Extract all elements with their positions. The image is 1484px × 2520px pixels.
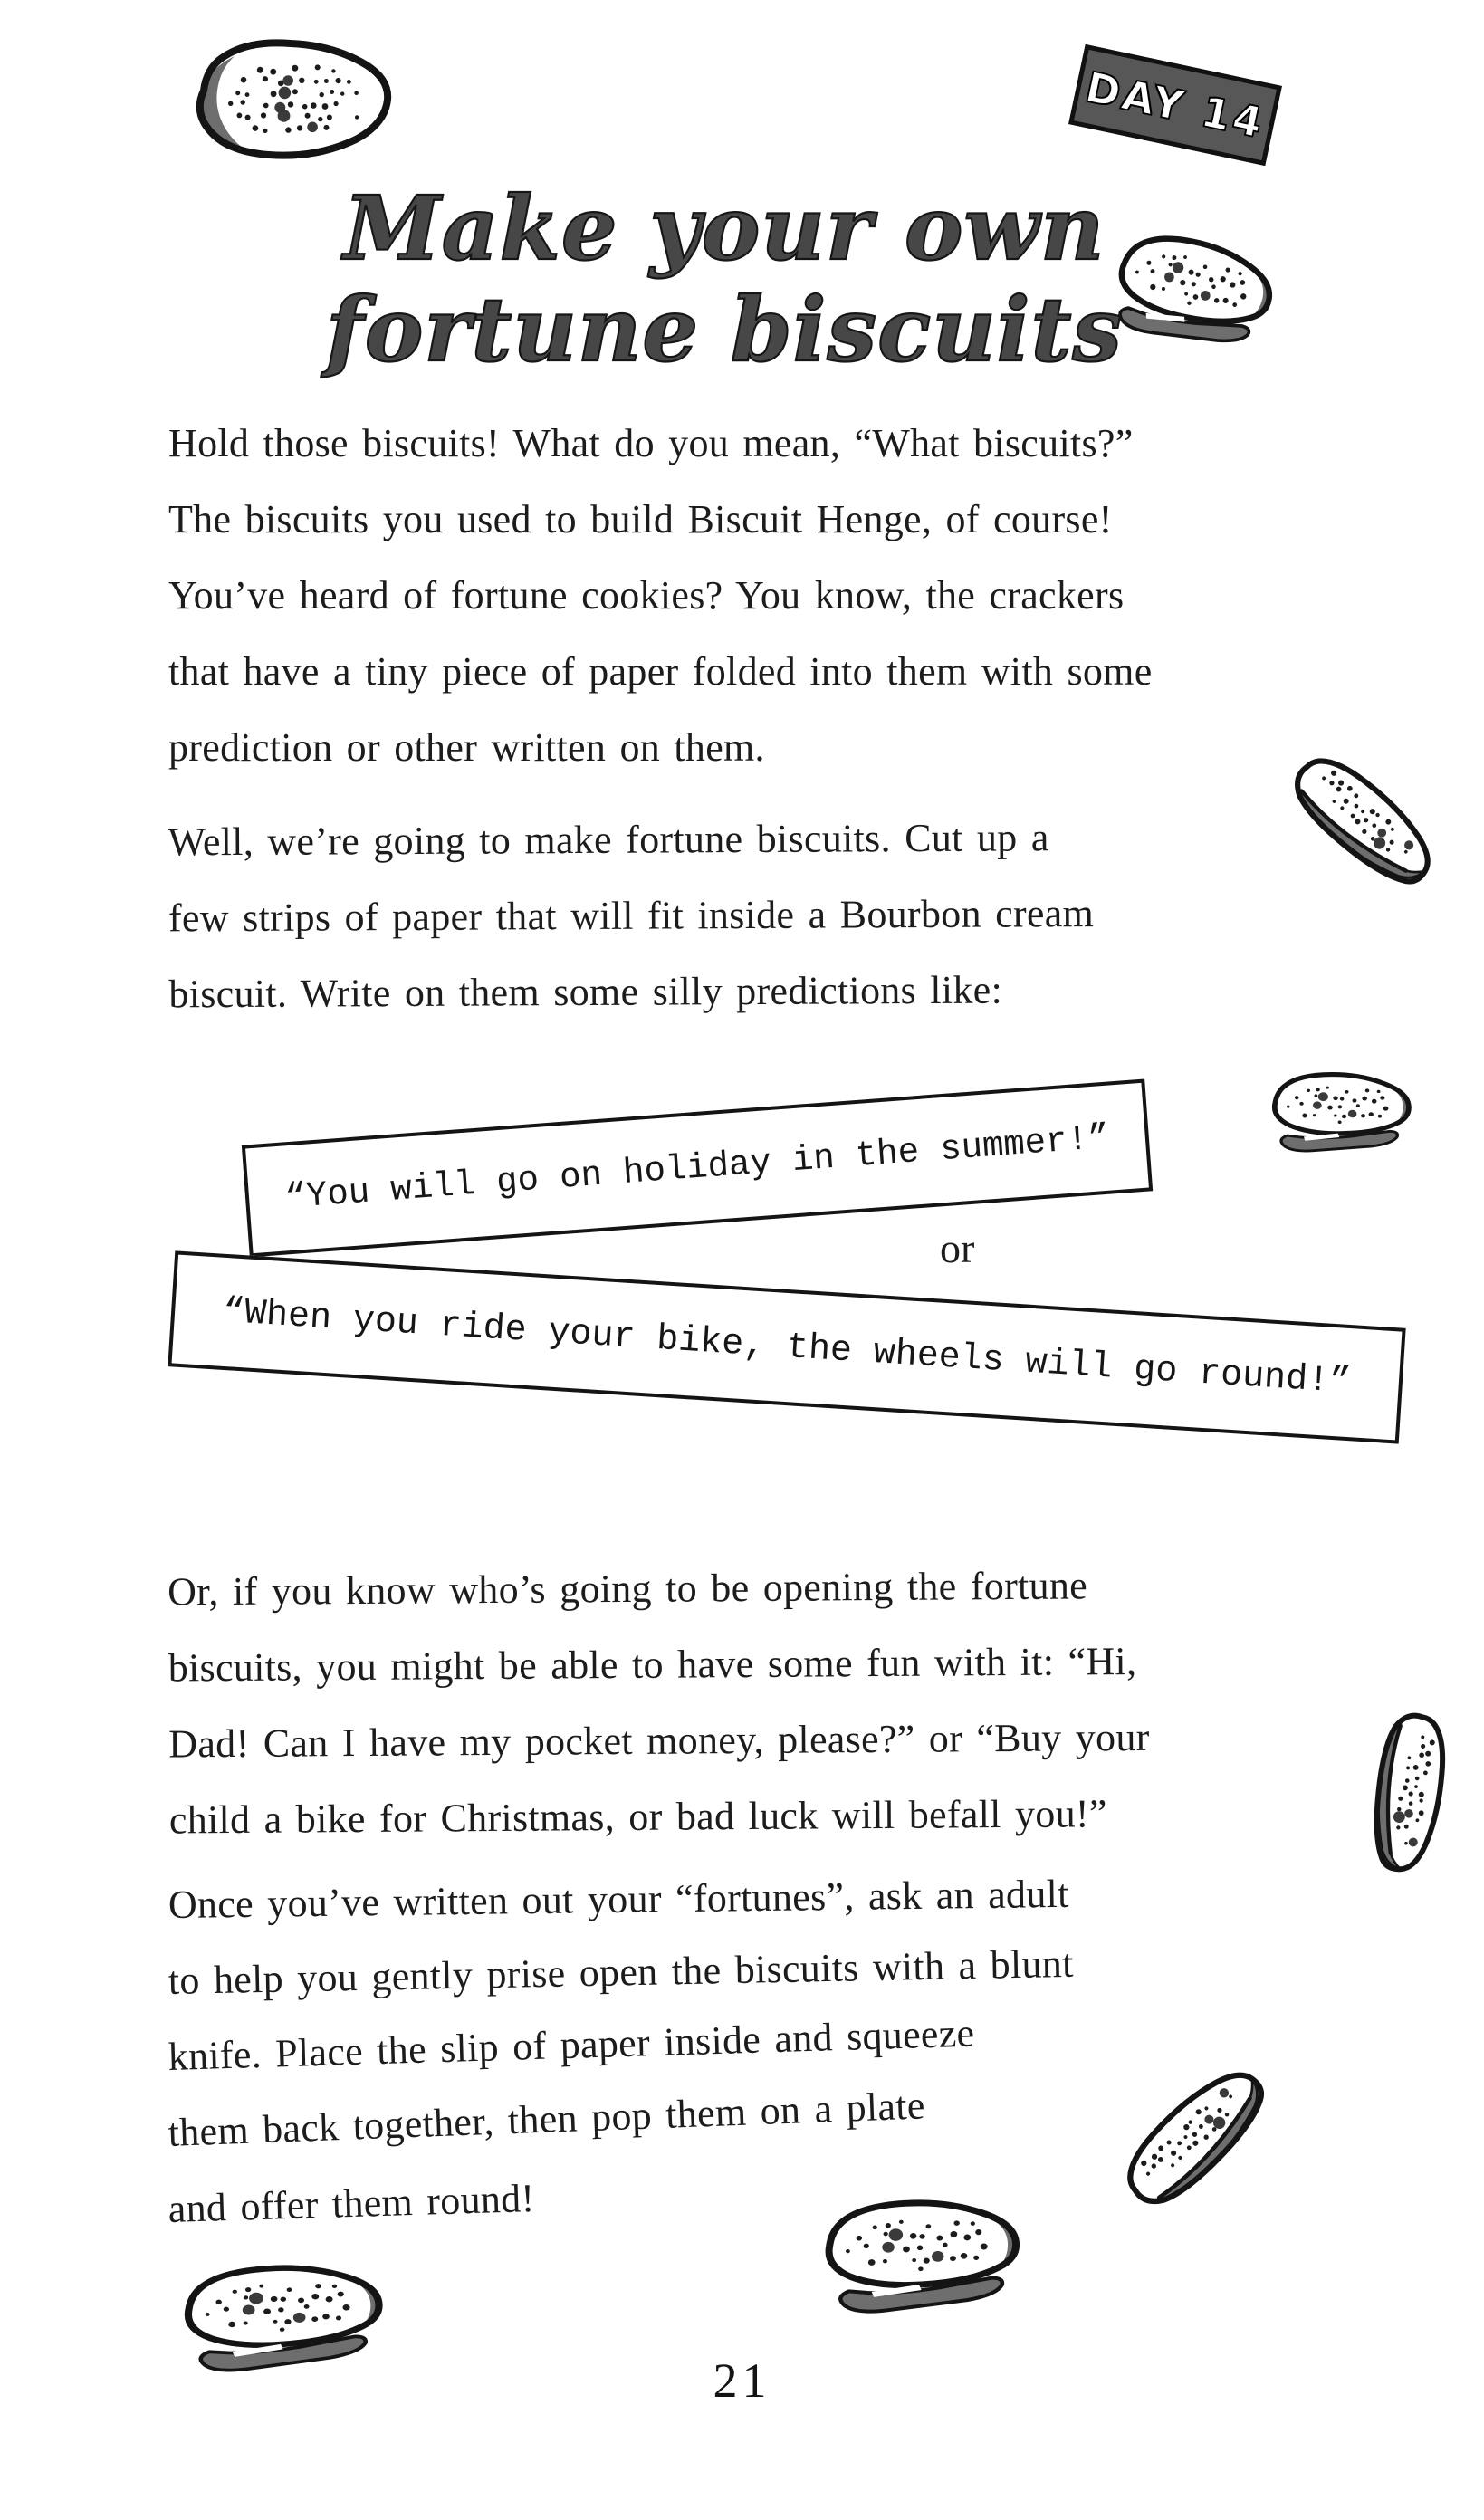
text-line: child a bike for Christmas, or bad luck will befall you!”	[168, 1791, 1107, 1843]
text-line: and offer them round!	[168, 2176, 536, 2231]
text-line: Well, we’re going to make fortune biscuits. Cut up a	[168, 815, 1049, 865]
or-connector: or	[940, 1225, 975, 1271]
page-title-line-2: fortune biscuits	[325, 278, 1123, 381]
text-line: to help you gently prise open the biscuits with a blunt	[168, 1940, 1075, 2003]
text-line: Dad! Can I have my pocket money, please?” or “Buy your	[168, 1714, 1150, 1767]
text-line: Once you’ve written out your “fortunes”, ask an adult	[168, 1871, 1069, 1927]
fun-ideas-paragraph	[168, 1547, 1337, 1859]
intro-paragraph	[168, 406, 1336, 786]
text-line: prediction or other written on them.	[168, 725, 765, 770]
fortune-text-2: “When you ride your bike, the wheels will go round!”	[221, 1291, 1353, 1404]
text-line: biscuits, you might be able to have some fun with it: “Hi,	[168, 1639, 1137, 1691]
instructions-paragraph	[168, 799, 1336, 1033]
text-line: them back together, then pop them on a plate	[167, 2083, 926, 2155]
biscuit-beside-fortune-box-illustration	[1261, 1060, 1421, 1164]
text-line: few strips of paper that will fit inside a Bourbon cream	[168, 891, 1095, 941]
fortune-text-1: “You will go on holiday in the summer!”	[283, 1117, 1111, 1219]
text-line: that have a tiny piece of paper folded into them with some	[168, 649, 1153, 694]
fortune-box-1	[242, 1079, 1153, 1258]
text-line: Or, if you know who’s going to be opening the fortune	[167, 1563, 1088, 1615]
fortune-box-2	[168, 1250, 1405, 1443]
text-line: Hold those biscuits! What do you mean, “What biscuits?”	[168, 421, 1134, 465]
biscuit-top-left-illustration	[178, 34, 396, 166]
text-line: The biscuits you used to build Biscuit Henge, of course!	[168, 497, 1113, 541]
biscuit-right-margin-lower-illustration	[1355, 1699, 1463, 1886]
page-title-line-1: Make your own	[343, 177, 1106, 280]
page-title	[154, 177, 1295, 380]
day-badge	[1068, 44, 1282, 166]
page-number: 21	[713, 2353, 771, 2408]
text-line: knife. Place the slip of paper inside and squeeze	[168, 2010, 976, 2079]
day-badge-label: DAY 14	[1081, 62, 1269, 149]
assembly-paragraph	[168, 1867, 1336, 2247]
text-line: You’ve heard of fortune cookies? You know, the crackers	[168, 573, 1125, 618]
text-line: biscuit. Write on them some silly predictions like:	[168, 967, 1003, 1017]
